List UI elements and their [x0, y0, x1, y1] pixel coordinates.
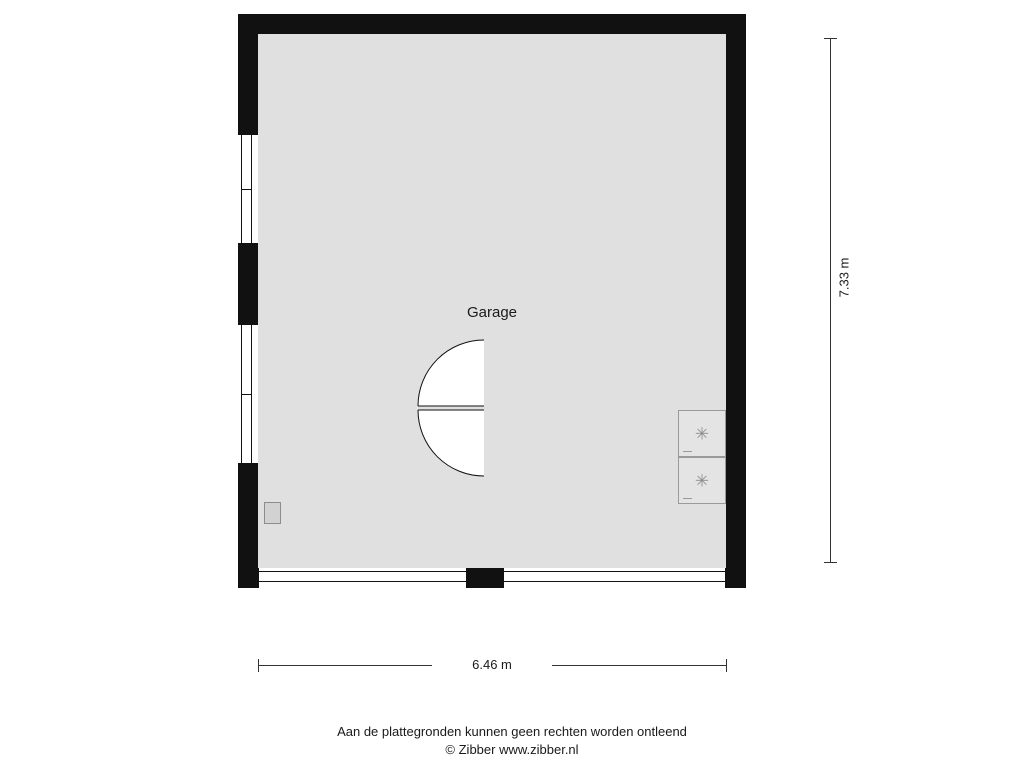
appliance-group: [678, 410, 726, 504]
dimension-cap-bottom: [824, 562, 837, 563]
dimension-width-label: 6.46 m: [432, 657, 552, 672]
dimension-cap-right: [726, 659, 727, 672]
appliance-handle: [683, 451, 692, 452]
left-wall-window: [238, 134, 258, 244]
dimension-height-label: 7.33 m: [836, 257, 852, 298]
garage-floor-area: [258, 34, 726, 568]
footer-copyright: © Zibber www.zibber.nl: [445, 742, 579, 757]
dimension-width: [258, 648, 726, 684]
dimension-cap-left: [258, 659, 259, 672]
floorplan-drawing: [238, 14, 746, 588]
wall-pier-bottom: [466, 568, 504, 588]
door-mullion: [241, 394, 252, 395]
footer-disclaimer: Aan de plattegronden kunnen geen rechten worden ontleend: [337, 724, 687, 739]
appliance-handle: [683, 498, 692, 499]
left-wall-double-door: [238, 324, 258, 464]
appliance-unit-bottom: [678, 457, 726, 504]
wall-pier-left: [238, 244, 258, 324]
appliance-unit-top: [678, 410, 726, 457]
snowflake-icon: ✳: [694, 424, 710, 443]
footer: [0, 724, 1024, 757]
dimension-line-vertical: [830, 38, 831, 562]
window-mullion: [241, 189, 252, 190]
dimension-cap-top: [824, 38, 837, 39]
door-swing-arcs: [416, 338, 486, 478]
dimension-height: [822, 38, 862, 562]
snowflake-icon: ✳: [694, 471, 710, 490]
room-label-garage: Garage: [466, 304, 518, 321]
meter-box: [264, 502, 281, 524]
